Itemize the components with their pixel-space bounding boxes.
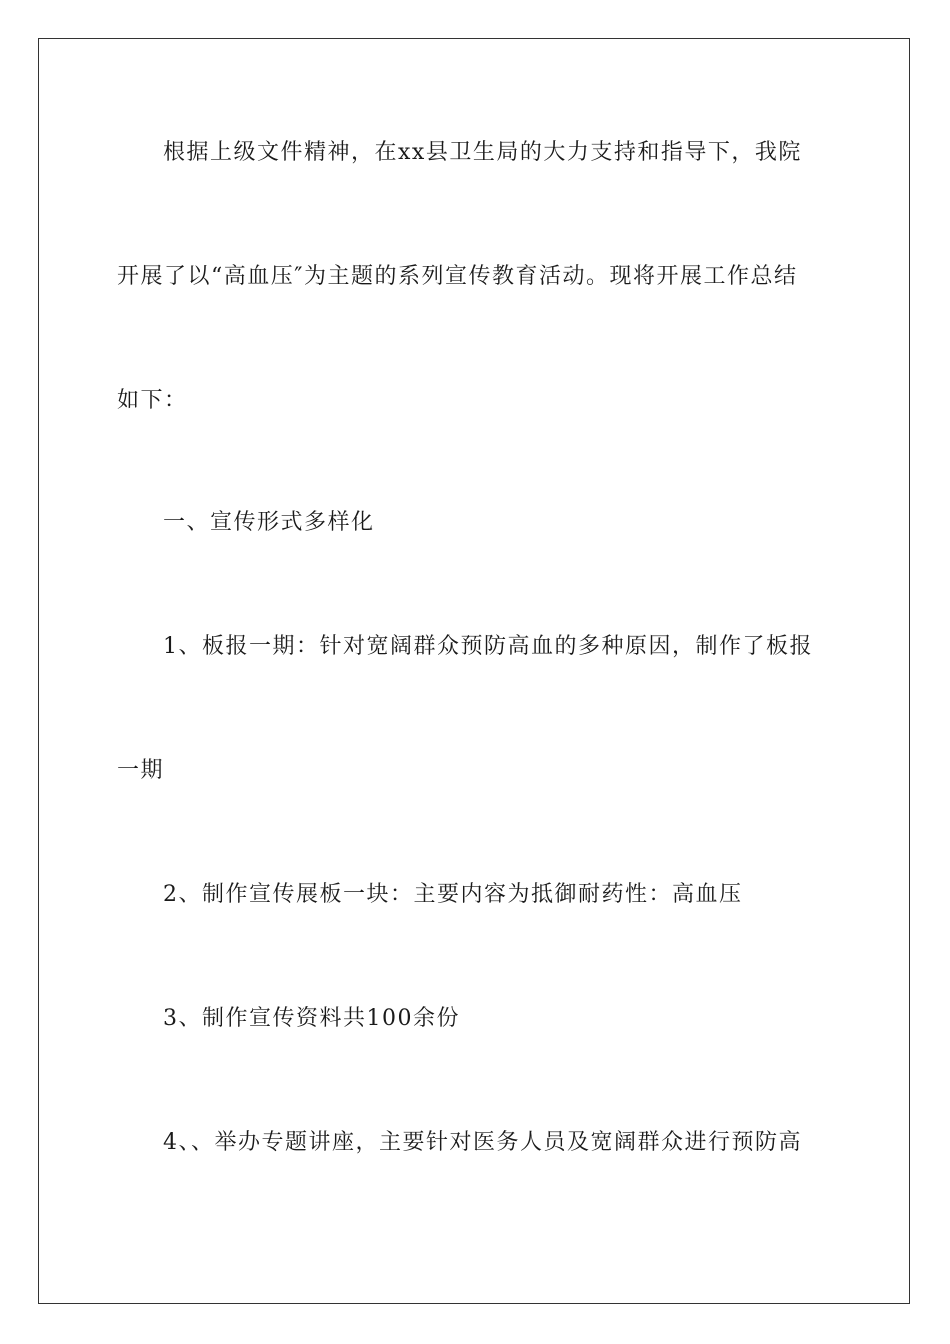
item-4: 4、、举办专题讲座，主要针对医务人员及宽阔群众进行预防高 [163,1130,802,1155]
paragraph-line-2: 开展了以“高血压″为主题的系列宣传教育活动。现将开展工作总结 [117,264,798,289]
item-3: 3、制作宣传资料共100余份 [163,1006,460,1031]
paragraph-line-1: 根据上级文件精神，在xx县卫生局的大力支持和指导下，我院 [163,140,802,165]
section-heading: 一、宣传形式多样化 [163,510,375,535]
page-border [38,38,910,1304]
item-1-line-2: 一期 [117,758,165,783]
item-2: 2、制作宣传展板一块：主要内容为抵御耐药性：高血压 [163,882,743,907]
item-1-line-1: 1、板报一期：针对宽阔群众预防高血的多种原因，制作了板报 [163,634,813,659]
paragraph-line-3: 如下： [117,388,188,413]
